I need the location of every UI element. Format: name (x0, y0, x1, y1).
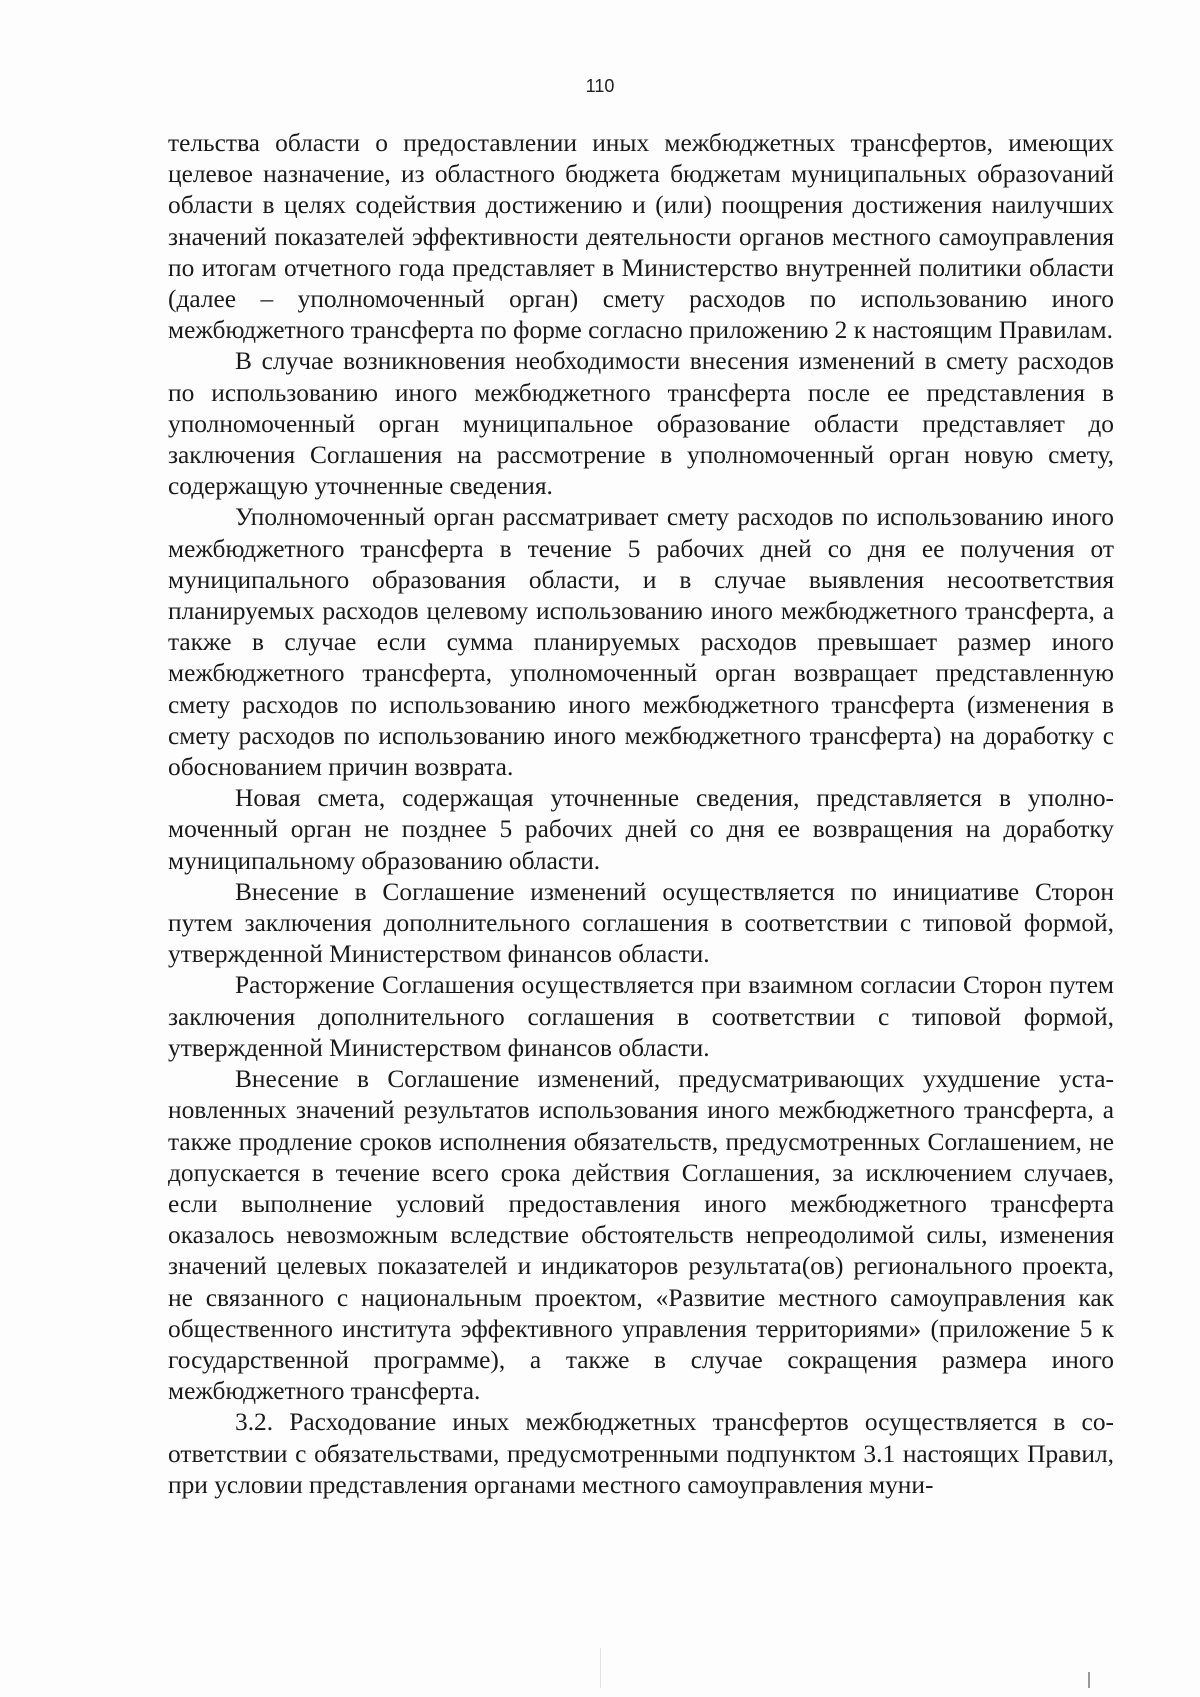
paragraph-estimate-review: Уполномоченный орган рассматривает смету расходов по использованию иного межбюджетного трансферта в течение 5 рабочих дней со дня ее получения от муниципального образования области, и в случае выявления несоответствия планируемых расходов целевому использованию иного межбюджетного трансферта, а также в случае если сумма планируемых расходов превышает размер иного межбюджетного трансферта, уполномоченный орган возвращает представленную смету расходов по использованию иного межбюджетного трансферта (изменения в смету расходов по использованию иного межбюджетного трансферта) на доработку с обоснованием причин возврата. (168, 503, 1114, 782)
paragraph-section-3-2: 3.2. Расходование иных межбюджетных трансфертов осуществляется в соответствии с обязательствами, предусмотренными подпунктом 3.1 настоящих Правил, при условии представления органами местного самоуправления муни- (168, 1408, 1114, 1499)
paragraph-agreement-termination: Расторжение Соглашения осуществляется при взаимном согласии Сторон путем заключения дополнительного соглашения в соответствии с типовой формой, утвержденной Министерством финансов области. (168, 971, 1114, 1062)
scan-artifact-mark (1088, 1672, 1090, 1688)
document-body (168, 128, 1114, 1501)
paragraph-amendment-restrictions: Внесение в Соглашение изменений, предусматривающих ухудшение установленных значений результатов использования иного межбюджетного трансферта, а также продление сроков исполнения обязательств, предусмотренных Соглашением, не допускается в течение всего срока действия Соглашения, за исключением случаев, если выполнение условий предоставления иного межбюджетного трансферта оказалось невозможным вследствие обстоятельств непреодолимой силы, изменения значений целевых показателей и индикаторов результата(ов) регионального проекта, не связанного с национальным проектом, «Развитие местного самоуправления как общественного института эффективного управления территориями» (приложение 5 к государственной программе), а также в случае сокращения размера иного межбюджетного трансферта. (168, 1065, 1114, 1406)
paragraph-agreement-amendment: Внесение в Соглашение изменений осуществляется по инициативе Сторон путем заключения дополнительного соглашения в соответствии с типовой формой, утвержденной Министерством финансов области. (168, 877, 1114, 969)
page-number: 110 (585, 76, 615, 96)
scan-artifact-line (600, 1648, 601, 1688)
paragraph-continuation: тельства области о предоставлении иных межбюджетных трансфертов, имеющих целевое назначение, из областного бюджета бюджетам муниципальных образоvаний области в целях содействия достижению и (или) поощрения достижения наилучших значений показателей эффективности деятельности органов местного самоуправления по итогам отчетного года представляет в Министерство внутренней политики области (далее – уполномоченный орган) смету расходов по использованию иного межбюджетного трансферта по форме согласно приложению 2 к настоящим Правилам. (168, 129, 1114, 345)
paragraph-new-estimate: Новая смета, содержащая уточненные сведения, представляется в уполномоченный орган не позднее 5 рабочих дней со дня ее возвращения на доработку муниципальному образованию области. (168, 784, 1114, 875)
paragraph-estimate-changes: В случае возникновения необходимости внесения изменений в смету расходов по использованию иного межбюджетного трансферта после ее представления в уполномоченный орган муниципальное образование области представляет до заключения Соглашения на рассмотрение в уполномоченный орган новую смету, содержащую уточненные сведения. (168, 347, 1114, 501)
